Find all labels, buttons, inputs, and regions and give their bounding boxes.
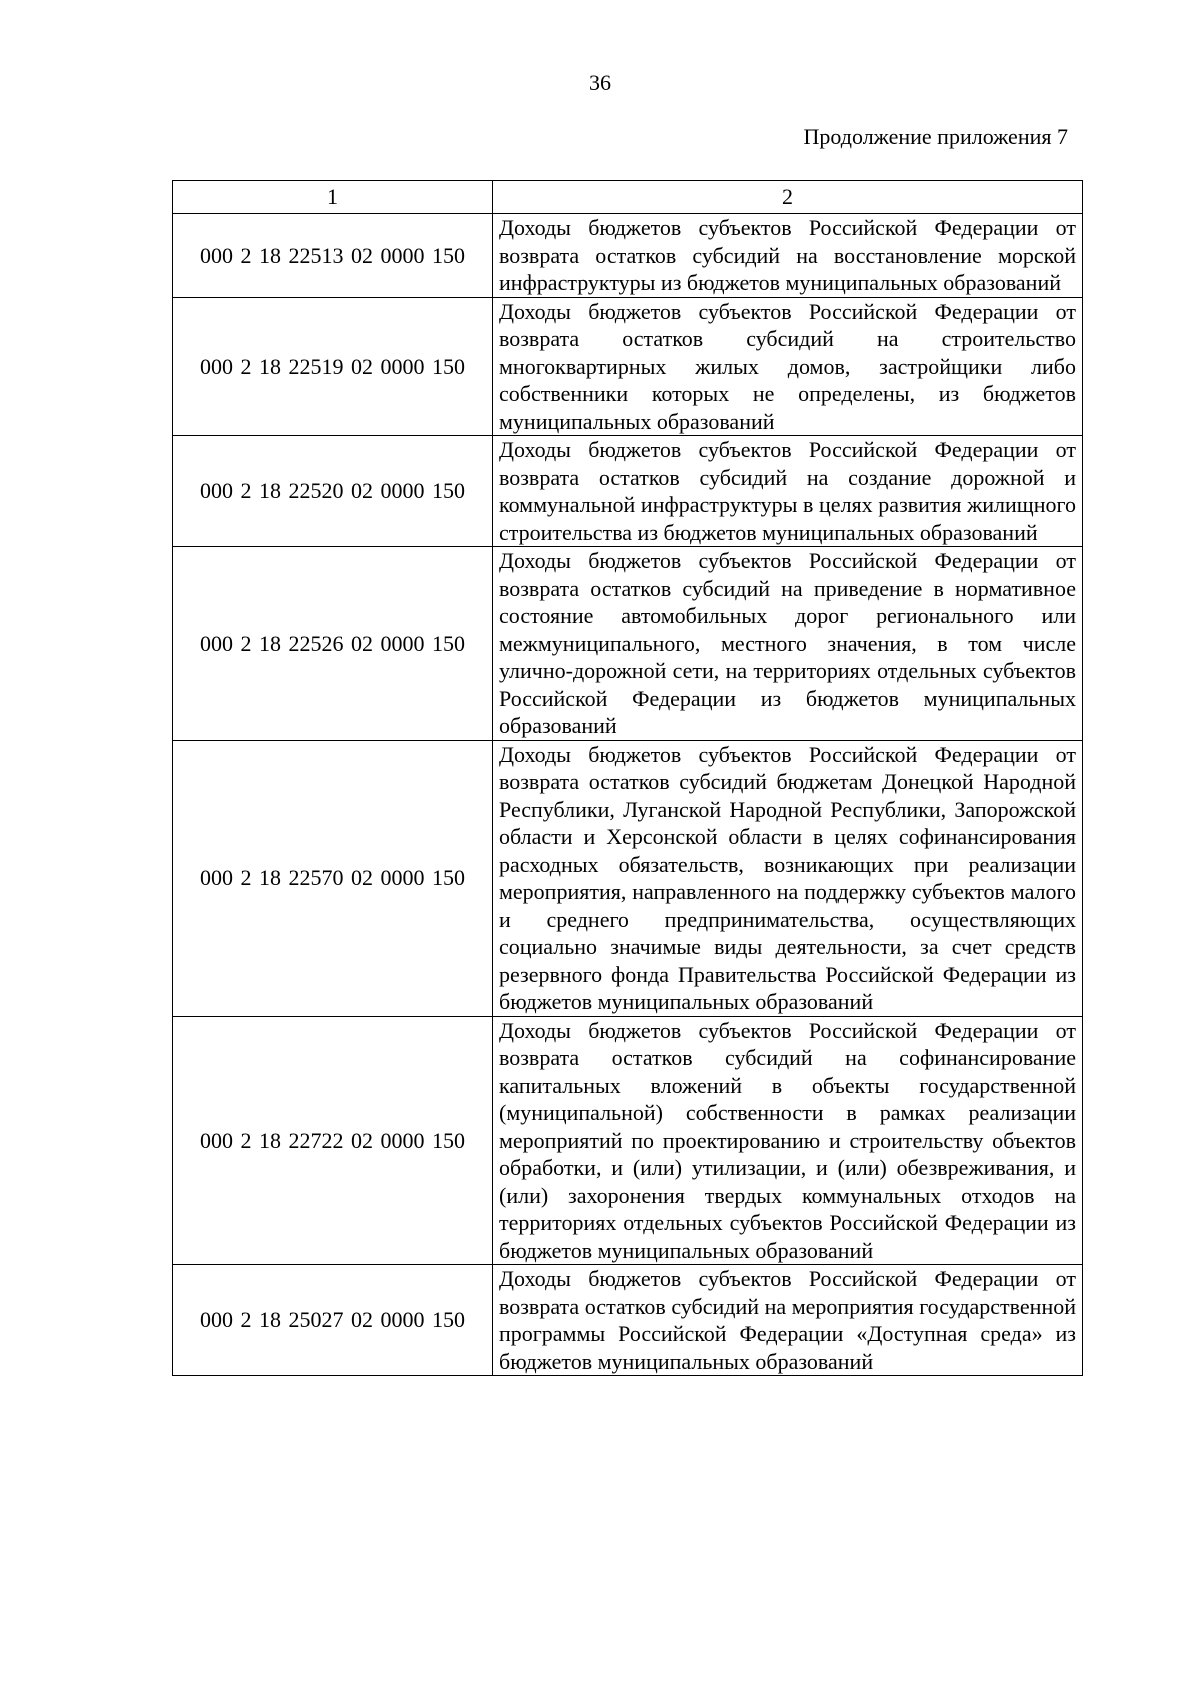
classification-code-cell: 000 2 18 22519 02 0000 150: [173, 297, 493, 436]
classification-code-cell: 000 2 18 25027 02 0000 150: [173, 1265, 493, 1376]
column-header-1: 1: [173, 181, 493, 214]
page-number: 36: [589, 70, 611, 95]
classification-code-cell: 000 2 18 22526 02 0000 150: [173, 547, 493, 741]
column-header-2: 2: [493, 181, 1083, 214]
classification-code-cell: 000 2 18 22570 02 0000 150: [173, 740, 493, 1016]
classification-code-cell: 000 2 18 22513 02 0000 150: [173, 214, 493, 298]
income-description-cell: Доходы бюджетов субъектов Российской Федерации от возврата остатков субсидий на софинансирование капитальных вложений в объекты государственной (муниципальной) собственности в рамках реализации мероприятий по проектированию и строительству объектов обработки, и (или) утилизации, и (или) обезвреживания, и (или) захоронения твердых коммунальных отходов на территориях отдельных субъектов Российской Федерации из бюджетов муниципальных образований: [493, 1016, 1083, 1265]
classification-code-cell: 000 2 18 22520 02 0000 150: [173, 436, 493, 547]
income-description-cell: Доходы бюджетов субъектов Российской Федерации от возврата остатков субсидий на создание дорожной и коммунальной инфраструктуры в целях развития жилищного строительства из бюджетов муниципальных образований: [493, 436, 1083, 547]
table-row: [173, 740, 1083, 1016]
table-row: [173, 1265, 1083, 1376]
classification-code-cell: 000 2 18 22722 02 0000 150: [173, 1016, 493, 1265]
appendix-continuation-note: Продолжение приложения 7: [803, 124, 1068, 149]
income-description-cell: Доходы бюджетов субъектов Российской Федерации от возврата остатков субсидий на приведение в нормативное состояние автомобильных дорог регионального или межмуниципального, местного значения, в том числе улично-дорожной сети, на территориях отдельных субъектов Российской Федерации из бюджетов муниципальных образований: [493, 547, 1083, 741]
table-row: [173, 214, 1083, 298]
income-description-cell: Доходы бюджетов субъектов Российской Федерации от возврата остатков субсидий на строительство многоквартирных жилых домов, застройщики либо собственники которых не определены, из бюджетов муниципальных образований: [493, 297, 1083, 436]
income-description-cell: Доходы бюджетов субъектов Российской Федерации от возврата остатков субсидий на мероприятия государственной программы Российской Федерации «Доступная среда» из бюджетов муниципальных образований: [493, 1265, 1083, 1376]
budget-codes-table: [172, 180, 1083, 1376]
income-description-cell: Доходы бюджетов субъектов Российской Федерации от возврата остатков субсидий бюджетам Донецкой Народной Республики, Луганской Народной Республики, Запорожской области и Херсонской области в целях софинансирования расходных обязательств, возникающих при реализации мероприятия, направленного на поддержку субъектов малого и среднего предпринимательства, осуществляющих социально значимые виды деятельности, за счет средств резервного фонда Правительства Российской Федерации из бюджетов муниципальных образований: [493, 740, 1083, 1016]
table-row: [173, 297, 1083, 436]
income-description-cell: Доходы бюджетов субъектов Российской Федерации от возврата остатков субсидий на восстановление морской инфраструктуры из бюджетов муниципальных образований: [493, 214, 1083, 298]
table-header-row: [173, 181, 1083, 214]
table-row: [173, 436, 1083, 547]
table-row: [173, 1016, 1083, 1265]
table-row: [173, 547, 1083, 741]
